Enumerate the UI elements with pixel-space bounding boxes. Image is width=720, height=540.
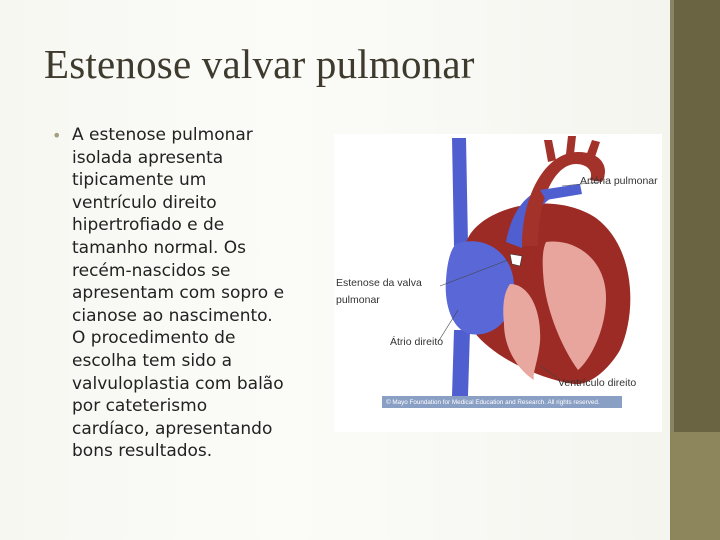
bullet-line: ventrículo direito xyxy=(72,192,217,213)
slide-title: Estenose valvar pulmonar xyxy=(44,41,475,87)
label-right-atrium: Átrio direito xyxy=(390,336,444,348)
bullet-text xyxy=(72,124,320,463)
bullet-line: O procedimento de xyxy=(72,328,236,349)
pulmonary-valve xyxy=(510,254,522,266)
bullet-marker: • xyxy=(52,126,62,145)
inferior-vena-cava xyxy=(452,330,470,396)
bullet-line: valvuloplastia com balão xyxy=(72,373,284,394)
heart-illustration xyxy=(334,134,662,432)
sidebar-accent-block xyxy=(670,432,720,540)
bullet-line: cardíaco, apresentando xyxy=(72,418,273,439)
heart-diagram xyxy=(334,134,662,432)
bullet-line: isolada apresenta xyxy=(72,147,224,168)
bullet-line: A estenose pulmonar xyxy=(72,125,253,145)
label-valve-stenosis-line1: Estenose da valva xyxy=(336,277,422,289)
bullet-line: apresentam com sopro e xyxy=(72,283,285,304)
bullet-line: recém-nascidos se xyxy=(72,260,231,281)
bullet-line: por cateterismo xyxy=(72,396,208,417)
bullet-line: tamanho normal. Os xyxy=(72,237,247,258)
decorative-sidebar xyxy=(670,0,720,540)
label-pulmonary-artery: Artéria pulmonar xyxy=(580,175,658,187)
bullet-line: hipertrofiado e de xyxy=(72,215,225,236)
copyright-text: © Mayo Foundation for Medical Education and Research. All rights reserved. xyxy=(386,399,600,406)
bullet-line: bons resultados. xyxy=(72,441,213,462)
superior-vena-cava xyxy=(452,138,468,246)
bullet-line: tipicamente um xyxy=(72,170,207,191)
bullet-line: escolha tem sido a xyxy=(72,350,233,371)
label-right-ventricle: Ventrículo direito xyxy=(558,377,637,389)
bullet-line: cianose ao nascimento. xyxy=(72,305,273,326)
label-valve-stenosis-line2: pulmonar xyxy=(336,294,380,306)
